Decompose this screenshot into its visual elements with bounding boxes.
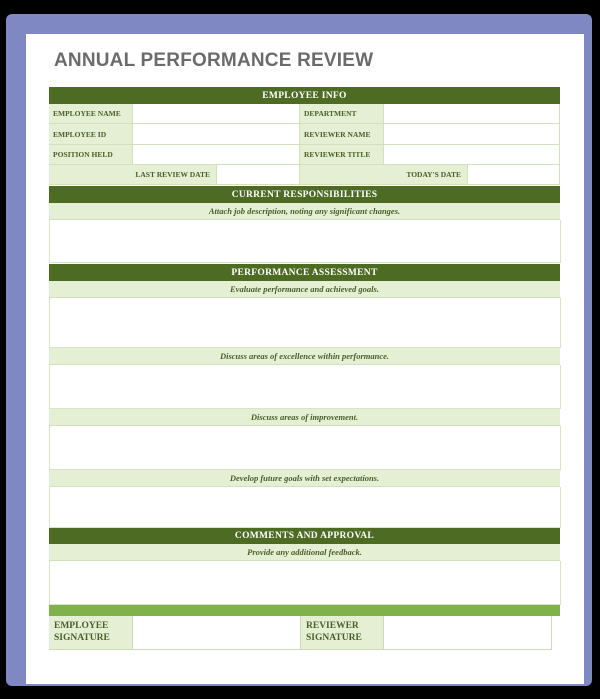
signature-bar bbox=[49, 605, 560, 616]
comments-instruction: Provide any additional feedback. bbox=[49, 544, 560, 561]
last-review-date-label: LAST REVIEW DATE bbox=[49, 165, 217, 185]
reviewer-signature-line2: SIGNATURE bbox=[306, 633, 362, 643]
excellence-field[interactable] bbox=[49, 365, 561, 409]
responsibilities-field[interactable] bbox=[49, 220, 561, 263]
reviewer-name-field[interactable] bbox=[384, 124, 560, 145]
employee-signature-label bbox=[49, 616, 133, 650]
todays-date-label: TODAY'S DATE bbox=[300, 165, 468, 185]
reviewer-signature-line1: REVIEWER bbox=[306, 621, 359, 631]
reviewer-name-label: REVIEWER NAME bbox=[300, 124, 384, 145]
employee-signature-field[interactable] bbox=[133, 616, 301, 650]
info-row-4 bbox=[49, 165, 560, 185]
responsibilities-header: CURRENT RESPONSIBILITIES bbox=[49, 186, 560, 203]
reviewer-title-label: REVIEWER TITLE bbox=[300, 145, 384, 165]
signature-row bbox=[49, 616, 552, 650]
department-label: DEPARTMENT bbox=[300, 104, 384, 124]
reviewer-title-field[interactable] bbox=[384, 145, 560, 165]
position-held-label: POSITION HELD bbox=[49, 145, 133, 165]
employee-id-label: EMPLOYEE ID bbox=[49, 124, 133, 145]
goals-field[interactable] bbox=[49, 487, 561, 528]
employee-signature-line1: EMPLOYEE bbox=[54, 621, 109, 631]
todays-date-field[interactable] bbox=[468, 165, 560, 185]
page-title: ANNUAL PERFORMANCE REVIEW bbox=[54, 50, 374, 71]
position-held-field[interactable] bbox=[133, 145, 300, 165]
review-form bbox=[26, 34, 584, 684]
department-field[interactable] bbox=[384, 104, 560, 124]
evaluate-instruction: Evaluate performance and achieved goals. bbox=[49, 281, 560, 298]
info-row-3 bbox=[49, 145, 560, 165]
comments-field[interactable] bbox=[49, 561, 561, 605]
employee-id-field[interactable] bbox=[133, 124, 300, 145]
goals-instruction: Develop future goals with set expectations. bbox=[49, 470, 560, 487]
assessment-header: PERFORMANCE ASSESSMENT bbox=[49, 264, 560, 281]
employee-signature-line2: SIGNATURE bbox=[54, 633, 110, 643]
last-review-date-field[interactable] bbox=[217, 165, 300, 185]
improvement-field[interactable] bbox=[49, 426, 561, 470]
excellence-instruction: Discuss areas of excellence within performance. bbox=[49, 348, 560, 365]
comments-header: COMMENTS AND APPROVAL bbox=[49, 528, 560, 544]
info-row-1 bbox=[49, 104, 560, 124]
info-row-2 bbox=[49, 124, 560, 145]
employee-name-label: EMPLOYEE NAME bbox=[49, 104, 133, 124]
reviewer-signature-label bbox=[301, 616, 384, 650]
reviewer-signature-field[interactable] bbox=[384, 616, 552, 650]
employee-name-field[interactable] bbox=[133, 104, 300, 124]
evaluate-field[interactable] bbox=[49, 298, 561, 348]
employee-info-header: EMPLOYEE INFO bbox=[49, 87, 560, 104]
document-frame bbox=[6, 14, 592, 686]
responsibilities-instruction: Attach job description, noting any significant changes. bbox=[49, 203, 560, 220]
improvement-instruction: Discuss areas of improvement. bbox=[49, 409, 560, 426]
